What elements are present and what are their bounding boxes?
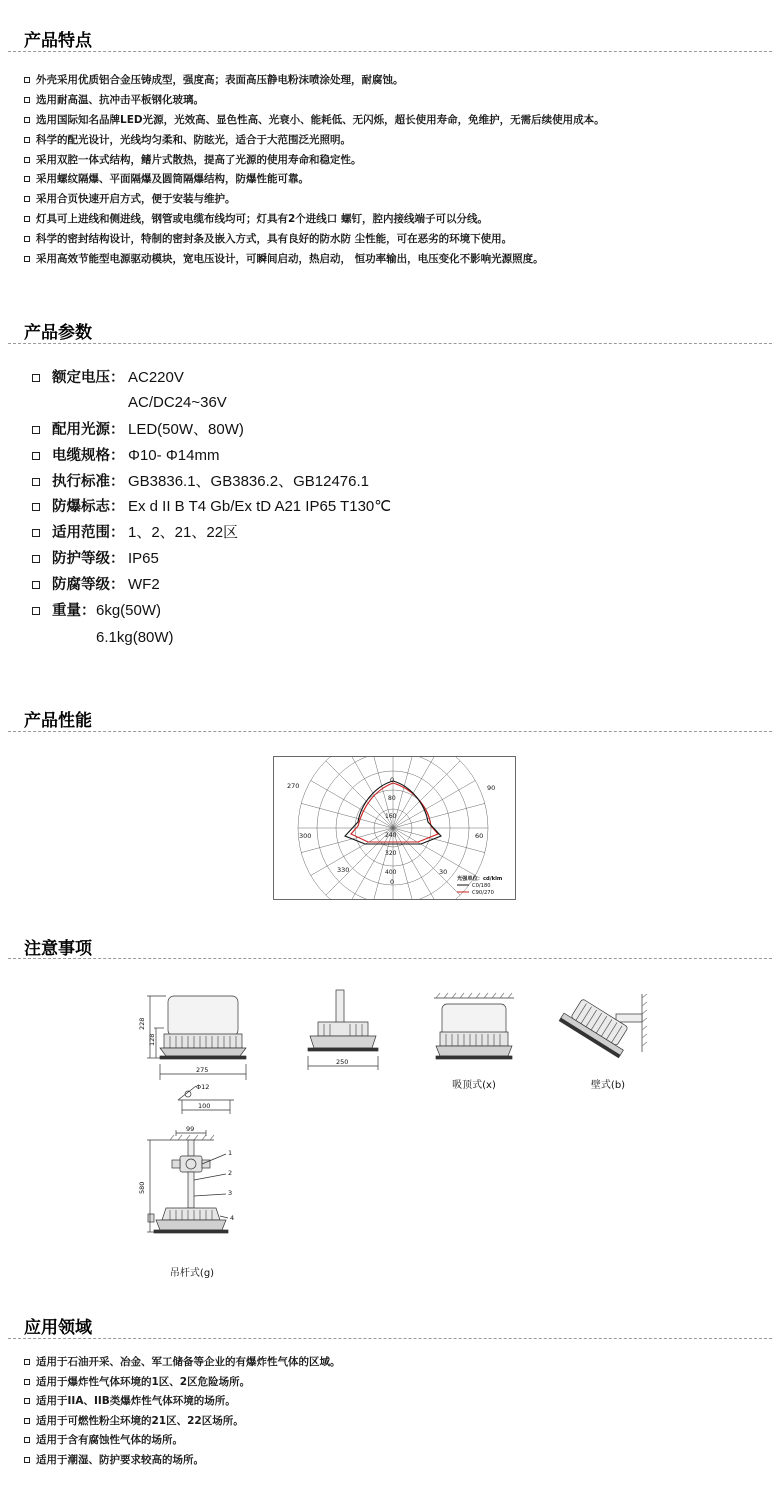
pendant-mount-drawing [136, 1124, 246, 1266]
applications-title: 应用领域 [24, 1318, 92, 1338]
angle-label-0-top: 0 [390, 776, 395, 784]
bullet-icon [24, 137, 30, 143]
callout-2: 2 [228, 1169, 233, 1177]
angle-label-60: 60 [475, 832, 484, 840]
bullet-icon [32, 426, 40, 434]
ring-label-320: 320 [385, 850, 397, 857]
applications-divider [8, 1338, 772, 1339]
side-dimension-drawing [298, 988, 388, 1078]
performance-title: 产品性能 [24, 711, 92, 731]
bullet-icon [24, 157, 30, 163]
ring-label-80: 80 [388, 795, 396, 802]
list-item: 适用于潮湿、防护要求较高的场所。 [24, 1454, 764, 1474]
list-item: 采用合页快速开启方式，便于安装与维护。 [24, 193, 764, 213]
bullet-icon [24, 1437, 30, 1443]
list-item: 外壳采用优质铝合金压铸成型，强度高；表面高压静电粉沫喷涂处理，耐腐蚀。 [24, 74, 764, 94]
bullet-icon [24, 1379, 30, 1385]
angle-label-300: 300 [299, 832, 312, 840]
bullet-icon [24, 1359, 30, 1365]
callout-4: 4 [230, 1214, 235, 1222]
bullet-icon [32, 555, 40, 563]
bullet-icon [24, 1457, 30, 1463]
bullet-icon [32, 529, 40, 537]
bullet-icon [24, 196, 30, 202]
wall-mount-drawing [556, 992, 648, 1066]
bullet-icon [32, 581, 40, 589]
bullet-icon [24, 236, 30, 242]
legend-title: 光强单位：cd/klm [457, 876, 503, 882]
ring-label-160: 160 [385, 813, 397, 820]
callout-1: 1 [228, 1149, 233, 1157]
list-item: 选用国际知名品牌LED光源，光效高、显色性高、光衰小、能耗低、无闪烁，超长使用寿命，免维护，无需后续使用成本。 [24, 114, 764, 134]
angle-label-0-bottom: 0 [390, 878, 395, 886]
angle-label-330: 330 [337, 866, 350, 874]
dim-275: 275 [196, 1066, 209, 1074]
list-item: 采用双腔一体式结构，鳍片式散热，提高了光源的使用寿命和稳定性。 [24, 154, 764, 174]
features-divider [8, 51, 772, 52]
list-item: 适用于可燃性粉尘环境的21区、22区场所。 [24, 1415, 764, 1435]
ring-label-240: 240 [385, 832, 397, 839]
dim-phi12: Φ12 [196, 1083, 210, 1091]
dim-250: 250 [336, 1058, 349, 1066]
features-list [24, 74, 764, 273]
caption-pendant: 吊杆式(g) [169, 1268, 215, 1279]
bullet-icon [32, 374, 40, 382]
bullet-icon [24, 97, 30, 103]
list-item: 选用耐高温、抗冲击平板钢化玻璃。 [24, 94, 764, 114]
dim-128: 128 [148, 1033, 156, 1046]
list-item: 适用于IIA、IIB类爆炸性气体环境的场所。 [24, 1395, 764, 1415]
dim-580: 580 [138, 1181, 146, 1194]
list-item: 适用于石油开采、冶金、军工储备等企业的有爆炸性气体的区域。 [24, 1356, 764, 1376]
list-item: 适用于爆炸性气体环境的1区、2区危险场所。 [24, 1376, 764, 1396]
bullet-icon [32, 452, 40, 460]
list-item: 科学的密封结构设计，特制的密封条及嵌入方式，具有良好的防水防 尘性能，可在恶劣的环境下使用。 [24, 233, 764, 253]
bullet-icon [24, 176, 30, 182]
bullet-icon [24, 1398, 30, 1404]
list-item: 采用高效节能型电源驱动模块，宽电压设计，可瞬间启动，热启动， 恒功率输出，电压变化不影响光源照度。 [24, 253, 764, 273]
legend-c90: C90/270 [472, 890, 494, 896]
list-item: 科学的配光设计，光线均匀柔和、防眩光，适合于大范围泛光照明。 [24, 134, 764, 154]
notes-divider [8, 958, 772, 959]
legend-c0: C0/180 [472, 883, 491, 889]
angle-label-270: 270 [287, 782, 300, 790]
polar-light-distribution-chart [273, 756, 516, 900]
angle-label-90: 90 [487, 784, 496, 792]
applications-list [24, 1356, 764, 1473]
callout-3: 3 [228, 1189, 233, 1197]
param-voltage-dc: AC/DC24~36V [128, 394, 227, 411]
bullet-icon [32, 503, 40, 511]
angle-label-30: 30 [439, 868, 448, 876]
ceiling-mount-drawing [430, 992, 518, 1072]
list-item: 适用于含有腐蚀性气体的场所。 [24, 1434, 764, 1454]
bullet-icon [32, 607, 40, 615]
performance-divider [8, 731, 772, 732]
bullet-icon [24, 256, 30, 262]
dim-100: 100 [198, 1102, 211, 1110]
caption-wall: 壁式(b) [590, 1080, 626, 1091]
notes-title: 注意事项 [24, 939, 92, 959]
caption-ceiling: 吸顶式(x) [452, 1080, 496, 1091]
list-item: 灯具可上进线和侧进线，钢管或电缆布线均可；灯具有2个进线口 螺钉，腔内接线端子可以分线。 [24, 213, 764, 233]
bullet-icon [32, 478, 40, 486]
list-item: 采用螺纹隔爆、平面隔爆及圆筒隔爆结构，防爆性能可靠。 [24, 173, 764, 193]
bullet-icon [24, 117, 30, 123]
bullet-icon [24, 77, 30, 83]
dim-99: 99 [186, 1125, 195, 1133]
bullet-icon [24, 1418, 30, 1424]
param-weight-80w: 6.1kg(80W) [96, 629, 174, 646]
params-divider [8, 343, 772, 344]
params-title: 产品参数 [24, 323, 92, 343]
dim-228: 228 [138, 1017, 146, 1030]
ring-label-400: 400 [385, 869, 397, 876]
front-dimension-drawing [138, 990, 248, 1115]
bullet-icon [24, 216, 30, 222]
features-title: 产品特点 [24, 31, 92, 51]
